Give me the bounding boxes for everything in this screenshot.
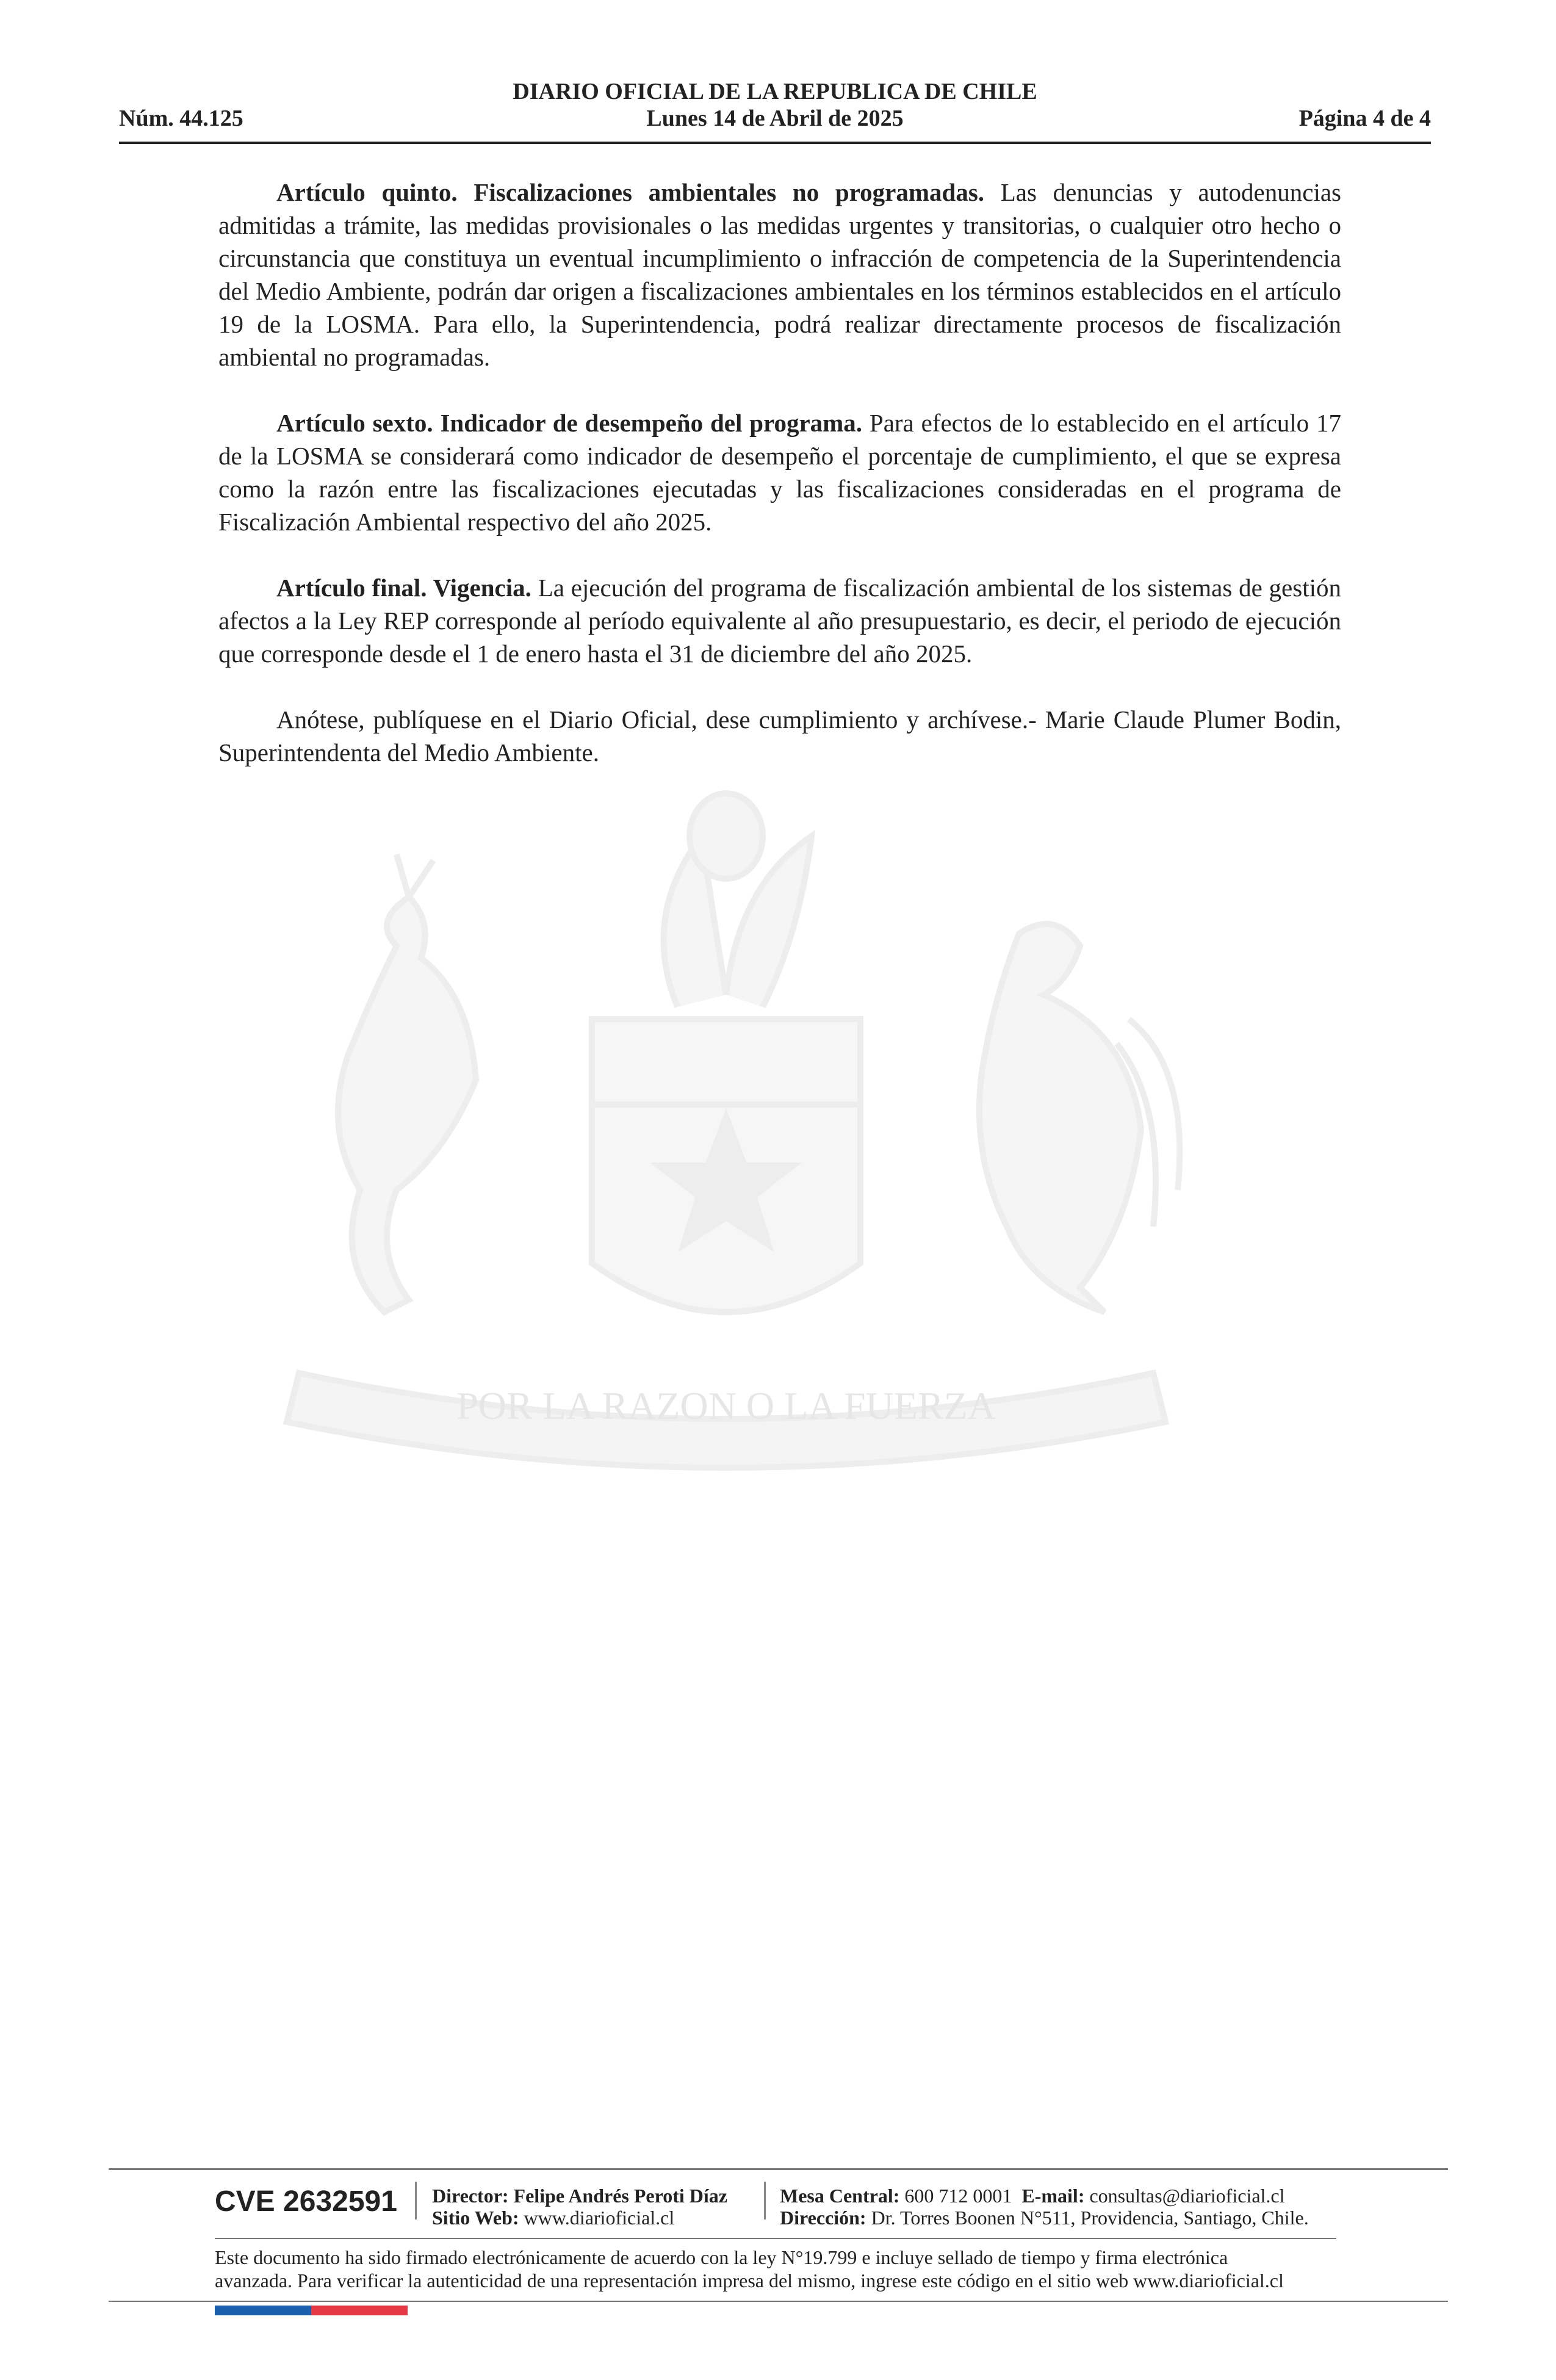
website-link[interactable]: www.diarioficial.cl: [524, 2207, 675, 2229]
publication-title: DIARIO OFICIAL DE LA REPUBLICA DE CHILE: [513, 79, 1037, 104]
address-label: Dirección:: [780, 2207, 866, 2229]
footer-divider-mid: [215, 2238, 1336, 2239]
footer-contact-block: [780, 2185, 1309, 2229]
article-sexto: [218, 406, 1341, 538]
footer-separator: [415, 2182, 417, 2220]
director-label: Director:: [432, 2185, 509, 2207]
closing-statement: Anótese, publíquese en el Diario Oficial, dese cumplimiento y archívese.- Marie Claude Plumer Bodin, Superintendenta del Medio Ambiente.: [218, 705, 1341, 766]
website-label: Sitio Web:: [432, 2207, 519, 2229]
issue-number: Núm. 44.125: [119, 106, 243, 131]
document-body: [218, 176, 1341, 802]
footer-divider-bottom: [109, 2301, 1448, 2302]
article-heading: Artículo final. Vigencia.: [276, 574, 531, 602]
director-name: Felipe Andrés Peroti Díaz: [513, 2185, 727, 2207]
address-text: Dr. Torres Boonen N°511, Providencia, Santiago, Chile.: [871, 2207, 1309, 2229]
cve-code: CVE 2632591: [215, 2185, 397, 2218]
article-final: [218, 571, 1341, 670]
article-heading: Artículo quinto. Fiscalizaciones ambientales no programadas.: [276, 178, 985, 206]
flag-stripe-red: [311, 2306, 408, 2315]
phone-label: Mesa Central:: [780, 2185, 900, 2207]
email-link[interactable]: consultas@diarioficial.cl: [1089, 2185, 1285, 2207]
article-text: La ejecución del programa de fiscalización ambiental de los sistemas de gestión afectos a la Ley REP corresponde al período equivalente al año presupuestario, es decir, el periodo de ejecución que corresponde desde el 1 de enero hasta el 31 de diciembre del año 2025.: [218, 574, 1341, 668]
footer-separator: [764, 2182, 766, 2220]
legal-line: avanzada. Para verificar la autenticidad de una representación impresa del mismo, ingrese este código en el sitio web www.diarioficial.cl: [215, 2270, 1284, 2292]
seal-motto: POR LA RAZON O LA FUERZA: [456, 1384, 996, 1427]
article-heading: Artículo sexto. Indicador de desempeño del programa.: [276, 409, 863, 437]
header-divider: [119, 142, 1431, 144]
legal-notice: [215, 2246, 1338, 2292]
page-number: Página 4 de 4: [1298, 106, 1431, 131]
flag-stripe-blue: [215, 2306, 311, 2315]
footer-director-block: [432, 2185, 727, 2229]
legal-line: Este documento ha sido firmado electrónicamente de acuerdo con la ley N°19.799 e incluye sellado de tiempo y firma electrónica: [215, 2246, 1228, 2268]
coat-of-arms-watermark-icon: [214, 763, 1251, 1556]
article-text: Para efectos de lo establecido en el artículo 17 de la LOSMA se considerará como indicador de desempeño el porcentaje de cumplimiento, el que se expresa como la razón entre las fiscalizaciones ejecutadas y las fiscalizaciones consideradas en el programa de Fiscalización Ambiental respectivo del año 2025.: [218, 409, 1342, 536]
page-header: [119, 73, 1431, 143]
footer-divider-top: [109, 2168, 1448, 2170]
article-text: Las denuncias y autodenuncias admitidas a trámite, las medidas provisionales o las medidas urgentes y transitorias, o cualquier otro hecho o circunstancia que constituya un eventual incumplimiento o infracción de competencia de la Superintendencia del Medio Ambiente, podrán dar origen a fiscalizaciones ambientales en los términos establecidos en el artículo 19 de la LOSMA. Para ello, la Superintendencia, podrá realizar directamente procesos de fiscalización ambiental no programadas.: [218, 178, 1341, 371]
phone-number: 600 712 0001: [904, 2185, 1012, 2207]
publication-date: Lunes 14 de Abril de 2025: [646, 106, 904, 131]
article-quinto: [218, 176, 1341, 373]
email-label: E-mail:: [1021, 2185, 1085, 2207]
